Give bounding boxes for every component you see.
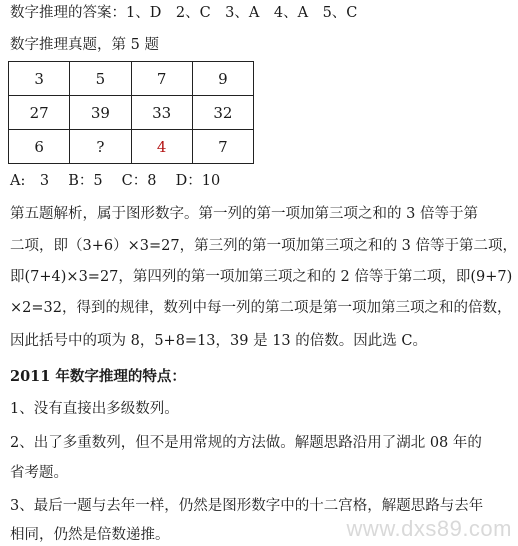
explanation-line: 即(7+4)×3=27，第四列的第一项加第三项之和的 2 倍等于第二项，即(9+7) [10,269,513,285]
grid-cell: 5 [70,62,131,96]
grid-cell: 32 [192,96,253,130]
explanation-line: ×2=32，得到的规律，数列中每一列的第二项是第一项加第三项之和的倍数， [10,300,512,316]
explanation-line: 二项，即（3+6）×3=27，第三列的第一项加第三项之和的 3 倍等于第二项， [10,238,518,254]
explanation-line: 因此括号中的项为 8，5+8=13，39 是 13 的倍数。因此选 C。 [10,333,427,349]
grid-cell: 6 [9,130,70,164]
grid-cell: ? [70,130,131,164]
feature-line: 省考题。 [10,465,68,481]
grid-row [9,62,254,96]
grid-cell: 33 [131,96,192,130]
grid-cell: 39 [70,96,131,130]
watermark-text: www.dxs89.com [346,516,512,541]
feature-line: 2、出了多重数列，但不是用常规的方法做。解题思路沿用了湖北 08 年的 [10,435,482,451]
explanation-line: 第五题解析，属于图形数字。第一列的第一项加第三项之和的 3 倍等于第 [10,206,478,222]
options-line: A: 3 B：5 C：8 D：10 [10,173,221,189]
grid-row [9,96,254,130]
number-grid [8,61,254,164]
grid-row [9,130,254,164]
grid-cell: 3 [9,62,70,96]
feature-line: 3、最后一题与去年一样，仍然是图形数字中的十二宫格，解题思路与去年 [10,498,484,514]
grid-cell: 9 [192,62,253,96]
features-title: 2011 年数字推理的特点： [10,368,186,385]
grid-cell: 27 [9,96,70,130]
grid-cell: 7 [131,62,192,96]
feature-line: 1、没有直接出多级数列。 [10,401,179,417]
question-title: 数字推理真题，第 5 题 [10,37,159,53]
feature-line: 相同，仍然是倍数递推。 [10,527,170,543]
grid-cell: 4 [131,130,192,164]
answer-line: 数字推理的答案：1、D 2、C 3、A 4、A 5、C [10,5,358,21]
grid-cell: 7 [192,130,253,164]
